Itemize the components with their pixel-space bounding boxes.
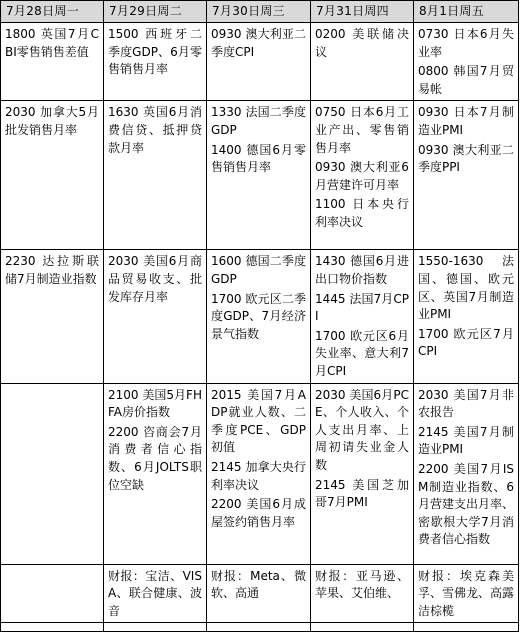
event-entry: 财报：宝洁、VISA、联合健康、波音 (107, 568, 202, 618)
event-entry: 财报：埃克森美孚、雪佛龙、高露洁棕榄 (417, 568, 514, 618)
event-entry: 1500 西班牙二季度GDP、6月零售销售月率 (107, 27, 202, 77)
calendar-cell (206, 564, 310, 623)
cell-content (104, 384, 206, 497)
cell-content (104, 623, 206, 628)
cell-content (1, 623, 103, 628)
calendar-cell (1, 383, 104, 564)
calendar-cell (413, 101, 518, 250)
calendar-cell (413, 250, 518, 383)
event-entry: 2145 美国7月制造业PMI (417, 424, 514, 457)
event-entry: 0930 澳大利亚二季度PPI (417, 142, 514, 175)
event-entry: 1430 德国6月进出口物价指数 (314, 254, 409, 286)
calendar-cell (1, 623, 104, 632)
header-row (1, 1, 519, 23)
cell-content (414, 565, 518, 623)
calendar-row (1, 23, 519, 101)
calendar-cell (413, 564, 518, 623)
event-entry: 2030 加拿大5月批发销售月率 (5, 105, 99, 137)
cell-content (207, 565, 310, 605)
event-entry: 财报：Meta、微软、高通 (210, 568, 306, 601)
event-entry: 1550-1630 法国、德国、欧元区、英国7月制造业PMI (417, 254, 514, 322)
event-entry: 1600 德国二季度GDP (210, 254, 306, 286)
event-entry: 2100 美国5月FHFA房价指数 (107, 387, 202, 420)
event-entry: 2145 美国芝加哥7月PMI (314, 477, 409, 510)
cell-content (207, 101, 310, 178)
cell-content (1, 101, 103, 141)
cell-content (104, 250, 206, 308)
cell-content (207, 384, 310, 534)
calendar-body (1, 23, 519, 632)
event-entry: 1400 德国6月零售销售月率 (210, 142, 306, 175)
cell-content (311, 101, 413, 233)
day-header-label: 7月28日周一 (6, 4, 80, 18)
day-header-label: 7月29日周二 (108, 4, 182, 18)
event-entry: 2030 美国6月商品贸易收支、批发库存月率 (107, 254, 202, 304)
cell-content (207, 623, 310, 628)
event-entry: 2200 咨商会7月消费者信心指数、6月JOLTS职位空缺 (107, 424, 202, 492)
calendar-cell (103, 623, 206, 632)
event-entry: 0800 韩国7月贸易帐 (417, 64, 514, 96)
calendar-row (1, 623, 519, 632)
calendar-cell (310, 383, 413, 564)
cell-content (104, 101, 206, 159)
calendar-row (1, 383, 519, 564)
day-header (103, 1, 206, 23)
calendar-cell (413, 23, 518, 101)
calendar-cell (413, 623, 518, 632)
cell-content (414, 250, 518, 363)
calendar-cell (103, 564, 206, 623)
calendar-cell (206, 101, 310, 250)
calendar-cell (1, 250, 104, 383)
day-header (413, 1, 518, 23)
event-entry: 0750 日本6月工业产出、零售销售月率 (314, 105, 409, 155)
event-entry: 1100 日本央行利率决议 (314, 197, 409, 229)
cell-content (414, 101, 518, 178)
cell-content (311, 250, 413, 382)
cell-content (207, 23, 310, 63)
calendar-cell (103, 250, 206, 383)
cell-content (311, 23, 413, 63)
calendar-cell (310, 23, 413, 101)
event-entry: 2200 美国6月成屋签约销售月率 (210, 497, 306, 529)
cell-content (1, 23, 103, 63)
cell-content (414, 23, 518, 100)
calendar-cell (206, 383, 310, 564)
event-entry: 1700 欧元区6月失业率、意大利7月CPI (314, 328, 409, 378)
event-entry: 2015 美国7月ADP就业人数、二季度PCE、GDP初值 (210, 387, 306, 455)
calendar-cell (1, 23, 104, 101)
event-entry: 2200 美国7月ISM制造业指数、6月营建支出月率、密歇根大学7月消费者信心指数 (417, 461, 514, 547)
calendar-cell (1, 564, 104, 623)
calendar-row (1, 250, 519, 383)
cell-content (1, 250, 103, 290)
calendar-cell (206, 250, 310, 383)
event-entry: 2230 达拉斯联储7月制造业指数 (5, 254, 99, 286)
calendar-cell (310, 564, 413, 623)
cell-content (1, 384, 103, 389)
event-entry: 1630 英国6月消费信贷、抵押贷款月率 (107, 105, 202, 155)
event-entry: 0730 日本6月失业率 (417, 27, 514, 59)
event-entry: 1700 欧元区7月CPI (417, 326, 514, 359)
event-entry: 1445 法国7月CPI (314, 291, 409, 324)
event-entry: 2030 美国7月非农报告 (417, 387, 514, 420)
cell-content (104, 565, 206, 623)
cell-content (414, 384, 518, 551)
day-header (310, 1, 413, 23)
event-entry: 1800 英国7月CBI零售销售差值 (5, 27, 99, 59)
day-header (1, 1, 104, 23)
calendar-cell (310, 250, 413, 383)
event-entry: 2145 加拿大央行利率决议 (210, 459, 306, 492)
event-entry: 0930 澳大利亚二季度CPI (210, 27, 306, 59)
event-entry: 0200 美联储决议 (314, 27, 409, 59)
calendar-cell (206, 623, 310, 632)
cell-content (414, 623, 518, 628)
calendar-cell (310, 101, 413, 250)
calendar-row (1, 101, 519, 250)
event-entry: 2030 美国6月PCE、个人收入、个人支出月率、上周初请失业金人数 (314, 387, 409, 472)
event-entry: 0930 澳大利亚6月营建许可月率 (314, 160, 409, 192)
day-header-label: 7月30日周三 (211, 4, 285, 18)
cell-content (311, 384, 413, 514)
calendar-cell (103, 23, 206, 101)
cell-content (207, 250, 310, 345)
event-entry: 1700 欧元区二季度GDP、7月经济景气指数 (210, 291, 306, 341)
day-header (206, 1, 310, 23)
event-entry: 1330 法国二季度GDP (210, 105, 306, 137)
cell-content (1, 565, 103, 570)
day-header-label: 8月1日周五 (418, 4, 485, 18)
calendar-cell (206, 23, 310, 101)
calendar-cell (103, 101, 206, 250)
calendar-cell (103, 383, 206, 564)
cell-content (104, 23, 206, 81)
cell-content (311, 623, 413, 628)
day-header-label: 7月31日周四 (315, 4, 389, 18)
calendar-row (1, 564, 519, 623)
calendar-cell (310, 623, 413, 632)
cell-content (311, 565, 413, 605)
event-entry: 0930 日本7月制造业PMI (417, 105, 514, 137)
calendar-cell (413, 383, 518, 564)
event-entry: 财报：亚马逊、苹果、艾伯维、 (314, 568, 409, 601)
calendar-cell (1, 101, 104, 250)
